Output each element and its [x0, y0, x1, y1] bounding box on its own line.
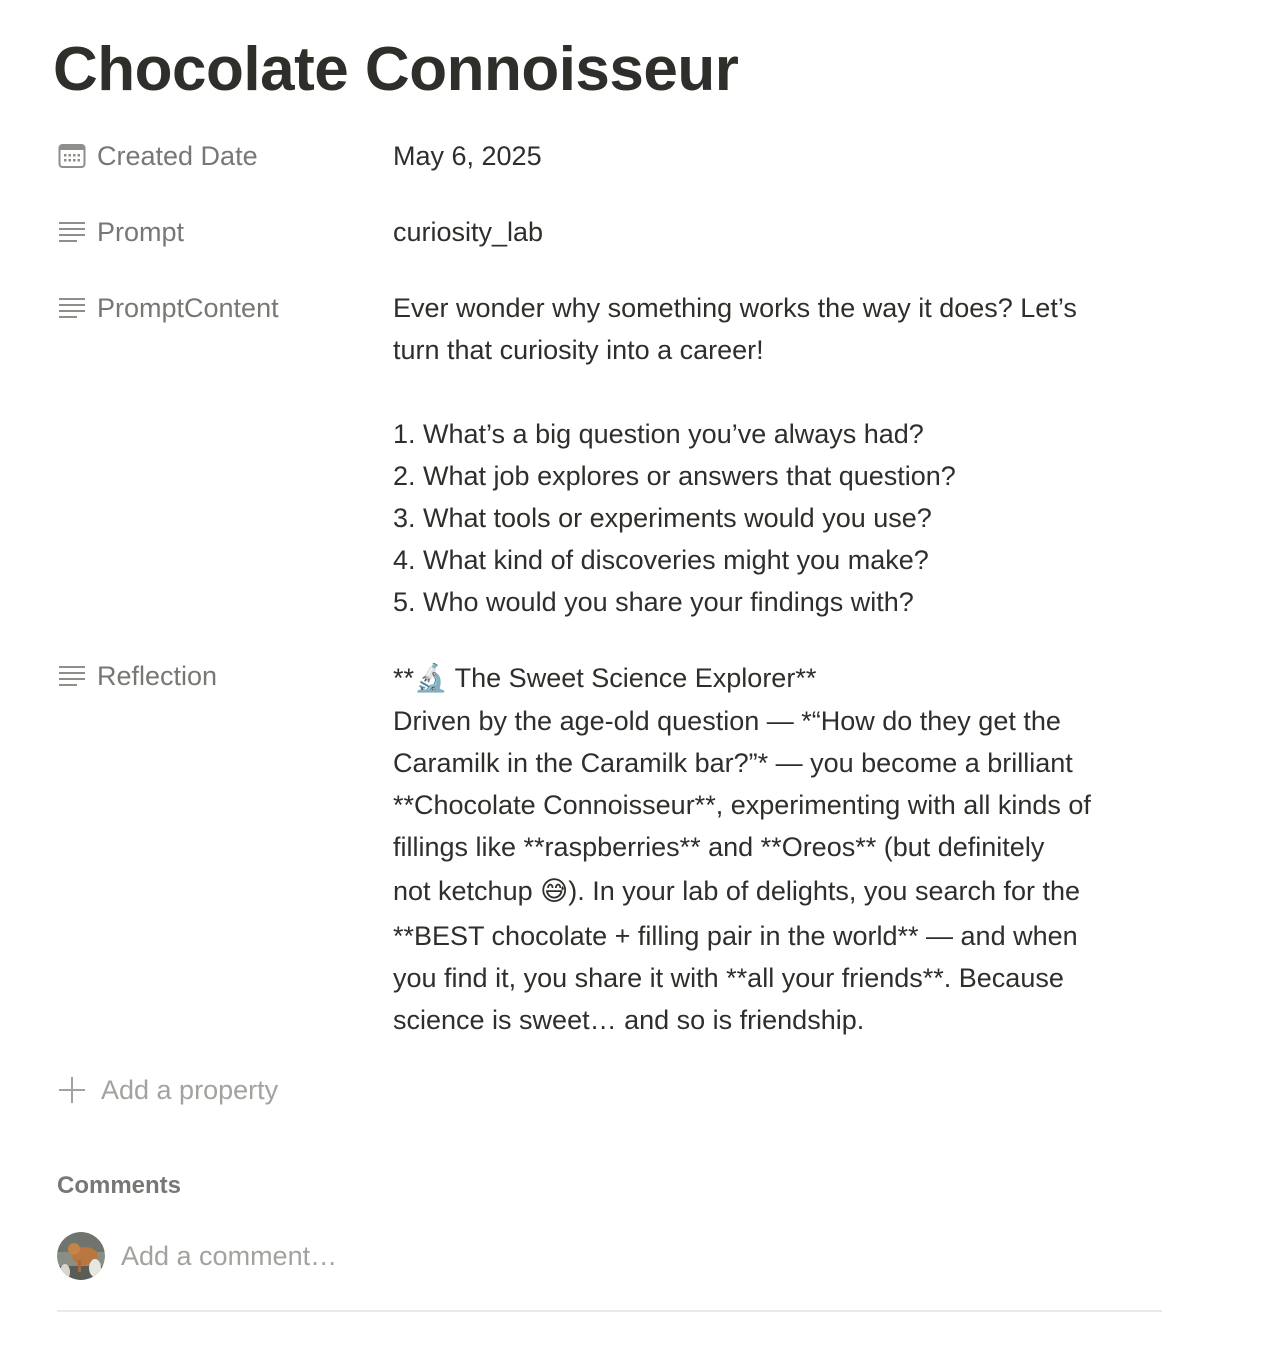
add-property-button[interactable] [57, 1070, 278, 1110]
plus-icon [57, 1075, 87, 1105]
prompt-intro-line: turn that curiosity into a career! [393, 335, 764, 365]
prompt-intro-line: Ever wonder why something works the way it does? Let’s [393, 293, 1077, 323]
blank-line [393, 371, 1163, 413]
property-name-created-date[interactable] [57, 136, 258, 176]
property-value-reflection[interactable] [393, 657, 1163, 1041]
property-label: Reflection [97, 660, 218, 691]
emoji-line-before: not ketchup [393, 876, 541, 906]
property-value-prompt[interactable]: curiosity_lab [393, 217, 544, 247]
text-lines-icon [57, 217, 87, 247]
prompt-question-item: 4. What kind of discoveries might you make? [393, 545, 929, 575]
reflection-heading [393, 657, 1163, 700]
comments-heading: Comments [57, 1172, 182, 1199]
property-name-prompt-content[interactable] [57, 288, 279, 328]
user-avatar[interactable] [57, 1232, 105, 1280]
calendar-icon [57, 141, 87, 171]
heading-text: The Sweet Science Explorer** [447, 663, 817, 693]
property-name-reflection[interactable] [57, 656, 217, 696]
reflection-line: Driven by the age-old question — *“How do they get the [393, 706, 1061, 736]
microscope-emoji: 🔬 [414, 663, 448, 694]
reflection-line: **Chocolate Connoisseur**, experimenting with all kinds of [393, 790, 1091, 820]
property-value-created-date[interactable]: May 6, 2025 [393, 141, 542, 171]
add-property-label: Add a property [101, 1074, 279, 1105]
sweat-smile-emoji: 😅 [540, 876, 569, 907]
emoji-line-after: ). In your lab of delights, you search for the [568, 876, 1081, 906]
text-lines-icon [57, 293, 87, 323]
property-name-prompt[interactable] [57, 212, 184, 252]
text-lines-icon [57, 661, 87, 691]
prompt-question-item: 5. Who would you share your findings with? [393, 587, 914, 617]
property-value-prompt-content[interactable] [393, 287, 1163, 623]
reflection-line [393, 868, 1163, 915]
reflection-line: you find it, you share it with **all your friends**. Because [393, 963, 1064, 993]
divider [57, 1310, 1162, 1312]
property-label: Prompt [97, 216, 185, 247]
heading-prefix: ** [393, 663, 415, 693]
prompt-question-item: 1. What’s a big question you’ve always had? [393, 419, 924, 449]
property-label: PromptContent [97, 292, 279, 323]
reflection-line: Caramilk in the Caramilk bar?”* — you become a brilliant [393, 748, 1073, 778]
reflection-line: science is sweet… and so is friendship. [393, 1005, 865, 1035]
comment-input[interactable] [121, 1241, 721, 1272]
page-title[interactable]: Chocolate Connoisseur [53, 35, 739, 104]
reflection-line: **BEST chocolate + filling pair in the world** — and when [393, 921, 1078, 951]
prompt-question-item: 2. What job explores or answers that question? [393, 461, 956, 491]
property-label: Created Date [97, 140, 258, 171]
comment-composer [57, 1232, 1162, 1280]
prompt-question-item: 3. What tools or experiments would you use? [393, 503, 932, 533]
reflection-line: fillings like **raspberries** and **Oreos** (but definitely [393, 832, 1045, 862]
